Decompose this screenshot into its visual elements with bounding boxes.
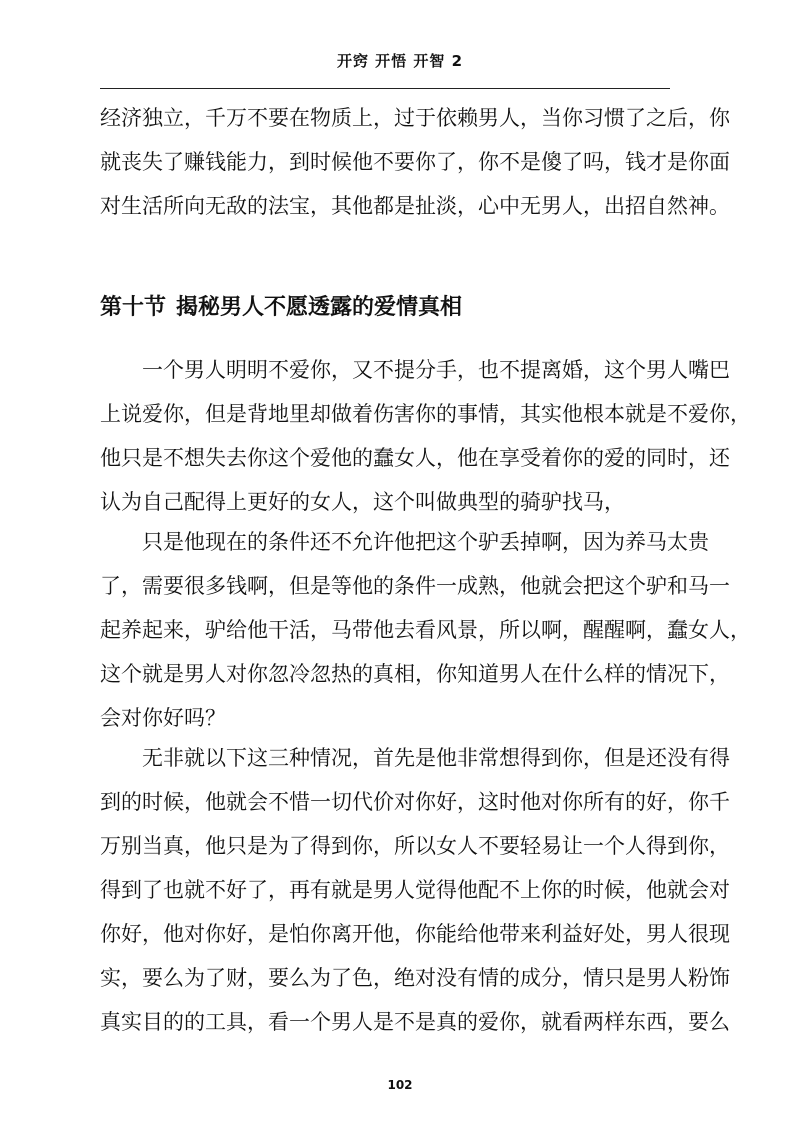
- text-line: 起养起来，驴给他干活，马带他去看风景，所以啊，醒醒啊，蠢女人，: [100, 618, 751, 642]
- text-line: 你好，他对你好，是怕你离开他，你能给他带来利益好处，男人很现: [100, 922, 730, 946]
- header-rule: [100, 88, 670, 89]
- page-number: 102: [387, 1078, 413, 1092]
- intro-paragraph: [100, 96, 730, 228]
- text-line: 他只是不想失去你这个爱他的蠢女人，他在享受着你的爱的同时，还: [100, 446, 730, 470]
- section-heading: [100, 290, 670, 326]
- paragraph-2: [100, 520, 751, 740]
- text-line: 会对你好吗？: [100, 706, 226, 730]
- text-line: 实，要么为了财，要么为了色，绝对没有情的成分，情只是男人粉饰: [100, 966, 730, 990]
- running-header: 开窍 开悟 开智 2: [336, 52, 464, 70]
- paragraph-1: [100, 348, 751, 524]
- text-line: 上说爱你，但是背地里却做着伤害你的事情，其实他根本就是不爱你，: [100, 402, 751, 426]
- text-line: 经济独立，千万不要在物质上，过于依赖男人，当你习惯了之后，你: [100, 106, 730, 130]
- text-line: 就丧失了赚钱能力，到时候他不要你了，你不是傻了吗，钱才是你面: [100, 150, 730, 174]
- text-line: 一个男人明明不爱你，又不提分手，也不提离婚，这个男人嘴巴: [142, 358, 730, 382]
- text-line: 对生活所向无敌的法宝，其他都是扯淡，心中无男人，出招自然神。: [100, 194, 730, 218]
- section-title: 揭秘男人不愿透露的爱情真相: [176, 295, 463, 320]
- text-line: 了，需要很多钱啊，但是等他的条件一成熟，他就会把这个驴和马一: [100, 574, 730, 598]
- text-line: 这个就是男人对你忽冷忽热的真相，你知道男人在什么样的情况下，: [100, 662, 730, 686]
- text-line: 认为自己配得上更好的女人，这个叫做典型的骑驴找马，: [100, 490, 625, 514]
- section-number: 第十节: [100, 295, 167, 320]
- text-line: 得到了也就不好了，再有就是男人觉得他配不上你的时候，他就会对: [100, 878, 730, 902]
- text-line: 到的时候，他就会不惜一切代价对你好，这时他对你所有的好，你千: [100, 790, 730, 814]
- text-line: 只是他现在的条件还不允许他把这个驴丢掉啊，因为养马太贵: [142, 530, 709, 554]
- text-line: 无非就以下这三种情况，首先是他非常想得到你，但是还没有得: [142, 746, 730, 770]
- paragraph-3: [100, 736, 730, 1044]
- text-line: 真实目的的工具，看一个男人是不是真的爱你，就看两样东西，要么: [100, 1010, 730, 1034]
- text-line: 万别当真，他只是为了得到你，所以女人不要轻易让一个人得到你，: [100, 834, 730, 858]
